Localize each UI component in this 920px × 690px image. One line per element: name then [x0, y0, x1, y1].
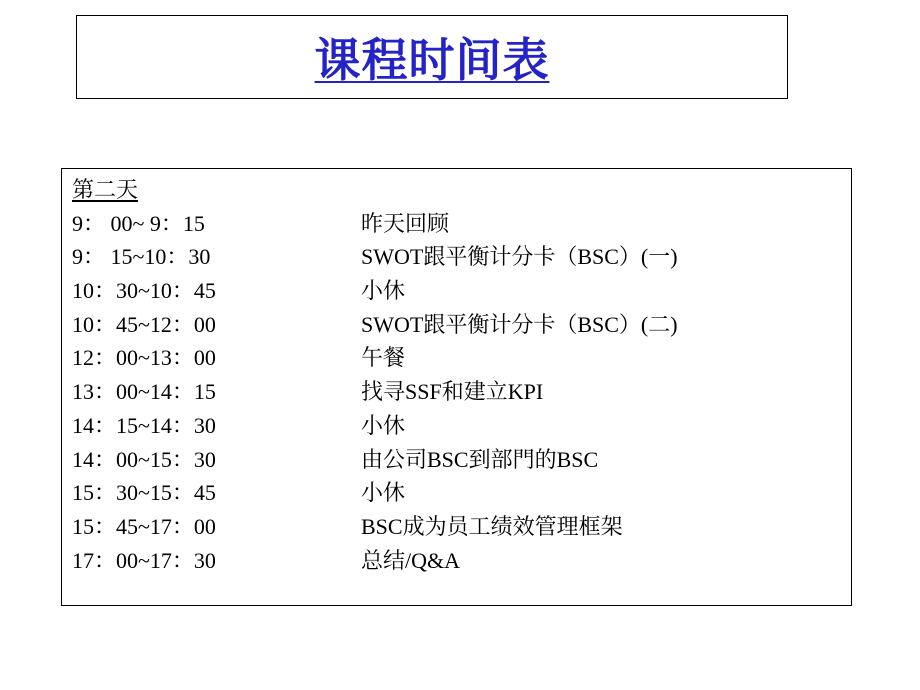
- schedule-time: 9： 15~10：30: [72, 244, 211, 270]
- schedule-row: [72, 207, 851, 241]
- schedule-activity: SWOT跟平衡计分卡（BSC）(二): [361, 311, 678, 337]
- schedule-row: [72, 476, 851, 510]
- schedule-activity: BSC成为员工绩效管理框架: [361, 513, 623, 539]
- schedule-row: [72, 510, 851, 544]
- schedule-activity: 由公司BSC到部門的BSC: [361, 446, 599, 472]
- day-label: 第二天: [72, 177, 139, 202]
- schedule-box: [61, 168, 852, 606]
- schedule-activity: 小休: [361, 480, 406, 506]
- schedule-time: 10：45~12：00: [72, 311, 216, 337]
- schedule-row: [72, 443, 851, 477]
- schedule-activity: 小休: [361, 278, 406, 304]
- schedule-time: 15：30~15：45: [72, 480, 216, 506]
- schedule-activity: SWOT跟平衡计分卡（BSC）(一): [361, 244, 678, 270]
- schedule-time: 10：30~10：45: [72, 278, 216, 304]
- schedule-row: [72, 274, 851, 308]
- schedule-row: [72, 409, 851, 443]
- schedule-time: 9： 00~ 9：15: [72, 210, 205, 236]
- schedule-time: 12：00~13：00: [72, 345, 216, 371]
- page-title[interactable]: 课程时间表: [314, 33, 550, 87]
- schedule-activity: 找寻SSF和建立KPI: [361, 379, 544, 405]
- schedule-row: [72, 341, 851, 375]
- schedule-activity: 小休: [361, 412, 406, 438]
- schedule-activity: 午餐: [361, 345, 406, 371]
- schedule-row: [72, 240, 851, 274]
- schedule-activity: 昨天回顾: [361, 210, 450, 236]
- schedule-row: [72, 375, 851, 409]
- schedule-time: 13：00~14：15: [72, 379, 216, 405]
- schedule-activity: 总结/Q&A: [361, 547, 461, 573]
- schedule-time: 14：15~14：30: [72, 412, 216, 438]
- schedule-row: [72, 544, 851, 578]
- schedule-time: 15：45~17：00: [72, 513, 216, 539]
- schedule-time: 14：00~15：30: [72, 446, 216, 472]
- title-box: [76, 15, 788, 99]
- schedule-row: [72, 308, 851, 342]
- schedule-time: 17：00~17：30: [72, 547, 216, 573]
